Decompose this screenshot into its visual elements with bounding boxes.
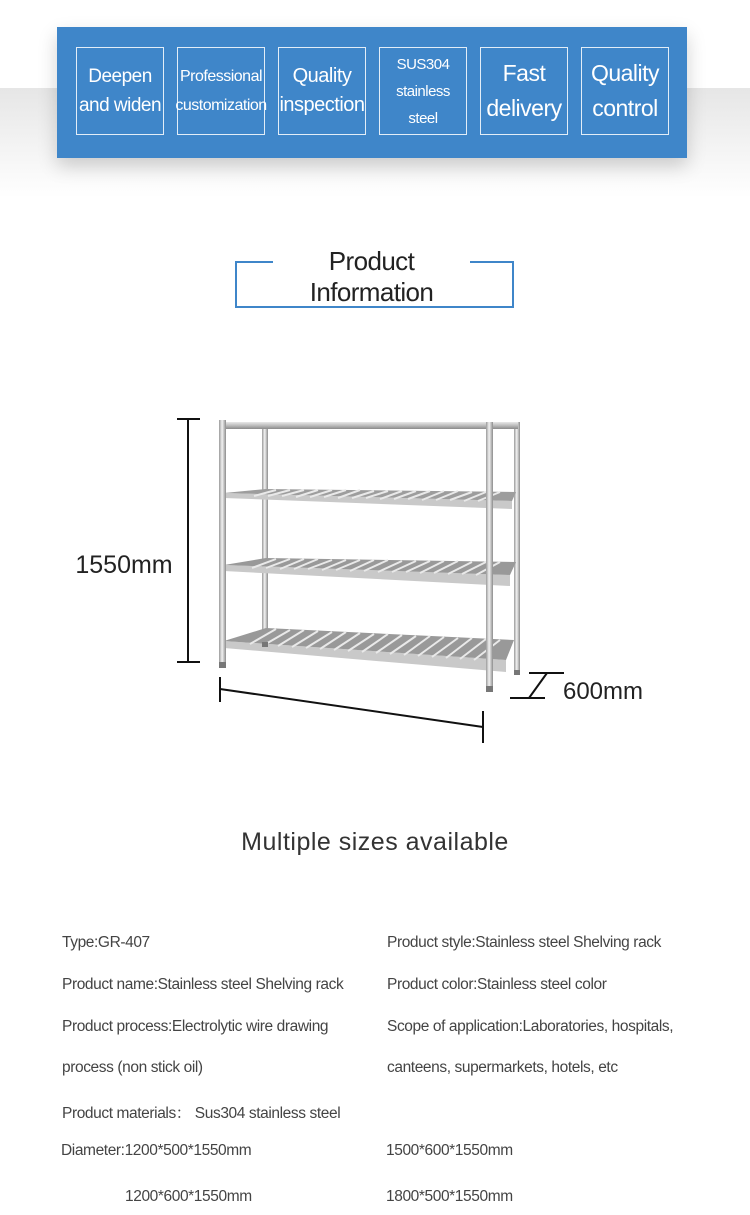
depth-dimension xyxy=(510,673,564,698)
badge-fast-delivery xyxy=(480,47,568,135)
feature-banner xyxy=(57,27,687,158)
spec-product-color: Product color:Stainless steel color xyxy=(387,976,607,993)
rack-image xyxy=(219,420,520,692)
spec-materials: Product materials： Sus304 stainless steel xyxy=(62,1105,341,1122)
spec-size-1200x600: 1200*600*1550mm xyxy=(125,1188,252,1205)
rack-diagram xyxy=(0,400,750,750)
badge-quality-inspection xyxy=(278,47,366,135)
height-label: 1550mm xyxy=(75,551,173,579)
spec-size-1500x600: 1500*600*1550mm xyxy=(386,1142,513,1159)
spec-product-style: Product style:Stainless steel Shelving rack xyxy=(387,934,661,951)
spec-scope-line2: canteens, supermarkets, hotels, etc xyxy=(387,1059,618,1076)
spec-size-1800x500: 1800*500*1550mm xyxy=(386,1188,513,1205)
depth-label: 600mm xyxy=(562,678,644,705)
spec-diameter: Diameter:1200*500*1550mm xyxy=(61,1142,252,1159)
height-dimension xyxy=(177,419,200,662)
badge-label: Fast delivery xyxy=(486,60,562,121)
badge-professional xyxy=(177,47,265,135)
badge-label: Quality control xyxy=(590,60,660,121)
badge-label: Professional customization xyxy=(175,68,267,114)
badge-label: Quality inspection xyxy=(279,65,365,116)
section-title-frame-right xyxy=(470,261,512,263)
spec-product-process-line2: process (non stick oil) xyxy=(62,1059,203,1076)
badge-label: Deepen and widen xyxy=(78,66,162,116)
spec-scope-line1: Scope of application:Laboratories, hospitals, xyxy=(387,1018,674,1035)
badge-quality-control xyxy=(581,47,669,135)
spec-product-process-line1: Product process:Electrolytic wire drawing xyxy=(62,1018,329,1035)
spec-type: Type:GR-407 xyxy=(62,934,150,951)
badge-sus304 xyxy=(379,47,467,135)
badge-label: SUS304 stainless steel xyxy=(396,55,450,127)
section-title: Product Information xyxy=(309,246,434,307)
sizes-title: Multiple sizes available xyxy=(241,828,509,856)
section-title-frame-left xyxy=(235,261,273,263)
badge-deepen xyxy=(76,47,164,135)
width-dimension xyxy=(220,677,483,743)
spec-product-name: Product name:Stainless steel Shelving rack xyxy=(62,976,344,993)
